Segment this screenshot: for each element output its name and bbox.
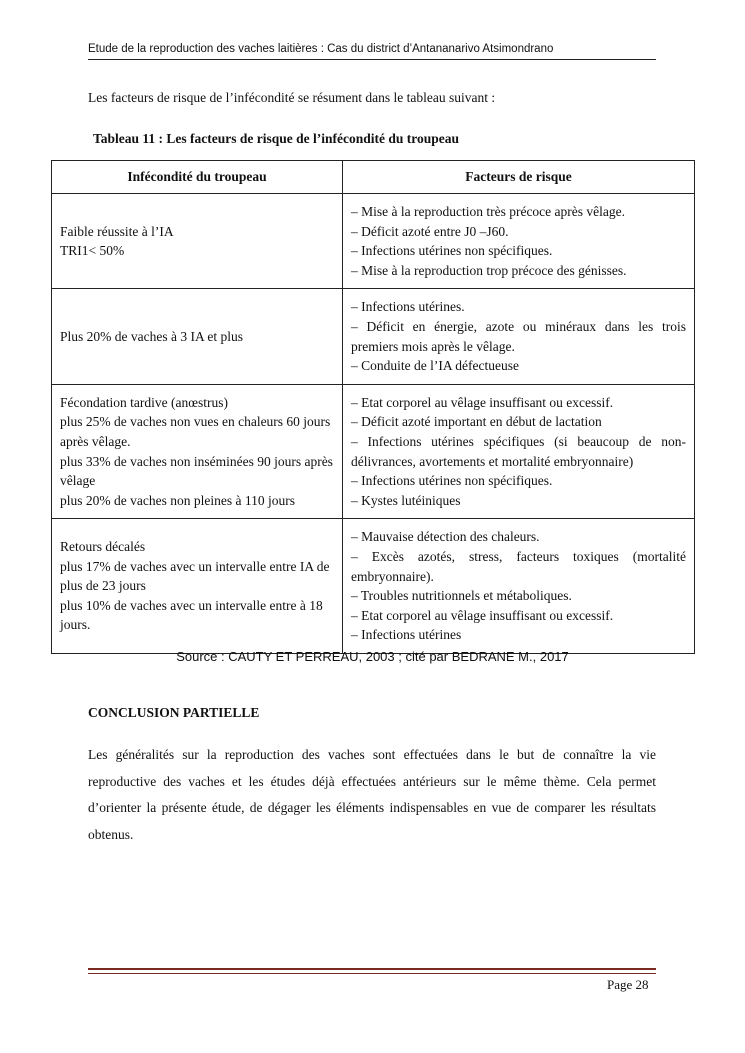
- factor-line: – Etat corporel au vêlage insuffisant ou excessif.: [351, 394, 614, 410]
- condition-cell: [52, 194, 343, 289]
- conclusion-paragraph: Les généralités sur la reproduction des vaches sont effectuées dans le but de connaître la vie reproductive des vaches et les études déjà effectuées antérieurs sur le même thème. Cela permet d’orienter la présente étude, de dégager les éléments indispensables en vue de comparer les résultats obtenus.: [88, 747, 656, 842]
- running-header: Etude de la reproduction des vaches laitières : Cas du district d’Antananarivo Atsimondrano: [88, 43, 656, 60]
- column-header-infecondity: Infécondité du troupeau: [52, 161, 343, 194]
- factor-line: – Mise à la reproduction trop précoce des génisses.: [351, 262, 627, 278]
- factor-line: – Infections utérines spécifiques (si beaucoup de non-délivrances, avortements et mortalité embryonnaire): [351, 433, 686, 469]
- condition-cell: [52, 519, 343, 654]
- factors-cell: [343, 384, 695, 519]
- column-header-risk-factors: Facteurs de risque: [343, 161, 695, 194]
- table-row: [52, 289, 695, 384]
- footer-divider: [88, 968, 656, 974]
- factors-cell: [343, 289, 695, 384]
- factor-line: – Déficit azoté important en début de lactation: [351, 414, 602, 430]
- factor-line: – Infections utérines non spécifiques.: [351, 473, 553, 489]
- condition-line: plus 25% de vaches non vues en chaleurs 60 jours après vêlage.: [60, 414, 331, 449]
- intro-paragraph: Les facteurs de risque de l’infécondité se résument dans le tableau suivant :: [88, 90, 496, 105]
- factor-line: – Etat corporel au vêlage insuffisant ou excessif.: [351, 607, 614, 623]
- condition-line: Retours décalés: [60, 539, 146, 555]
- condition-line: Fécondation tardive (anœstrus): [60, 394, 228, 410]
- factor-line: – Déficit azoté entre J0 –J60.: [351, 223, 509, 239]
- table-caption: Tableau 11 : Les facteurs de risque de l’infécondité du troupeau: [93, 131, 460, 146]
- factor-line: – Infections utérines.: [351, 299, 465, 315]
- risk-factors-table: [51, 160, 695, 654]
- table-row: [52, 194, 695, 289]
- factor-line: – Infections utérines: [351, 627, 462, 643]
- condition-line: Faible réussite à l’IA: [60, 223, 174, 239]
- factor-line: – Excès azotés, stress, facteurs toxiques (mortalité embryonnaire).: [351, 548, 686, 584]
- section-title: CONCLUSION PARTIELLE: [88, 705, 260, 720]
- factor-line: – Mauvaise détection des chaleurs.: [351, 529, 540, 545]
- factor-line: – Kystes lutéiniques: [351, 492, 461, 508]
- table-header-row: [52, 161, 695, 194]
- condition-line: TRI1< 50%: [60, 243, 125, 259]
- condition-line: plus 33% de vaches non inséminées 90 jours après vêlage: [60, 453, 333, 489]
- factor-line: – Infections utérines non spécifiques.: [351, 243, 553, 259]
- condition-line: plus 20% de vaches non pleines à 110 jours: [60, 492, 295, 508]
- factor-line: – Déficit en énergie, azote ou minéraux dans les trois premiers mois après le vêlage.: [351, 318, 686, 354]
- factor-line: – Mise à la reproduction très précoce après vêlage.: [351, 204, 626, 219]
- condition-line: Plus 20% de vaches à 3 IA et plus: [60, 328, 243, 344]
- condition-cell: [52, 289, 343, 384]
- condition-cell: [52, 384, 343, 519]
- page-number: Page 28: [607, 977, 649, 992]
- condition-line: plus 17% de vaches avec un intervalle entre IA de plus de 23 jours: [60, 558, 330, 594]
- factors-cell: [343, 194, 695, 289]
- factor-line: – Conduite de l’IA défectueuse: [351, 358, 519, 374]
- condition-line: plus 10% de vaches avec un intervalle entre à 18 jours.: [60, 597, 323, 633]
- table-row: [52, 384, 695, 519]
- table-row: [52, 519, 695, 654]
- factors-cell: [343, 519, 695, 654]
- table-source: Source : CAUTY ET PERREAU, 2003 ; cité par BEDRANE M., 2017: [176, 649, 569, 664]
- factor-line: – Troubles nutritionnels et métaboliques.: [351, 588, 572, 604]
